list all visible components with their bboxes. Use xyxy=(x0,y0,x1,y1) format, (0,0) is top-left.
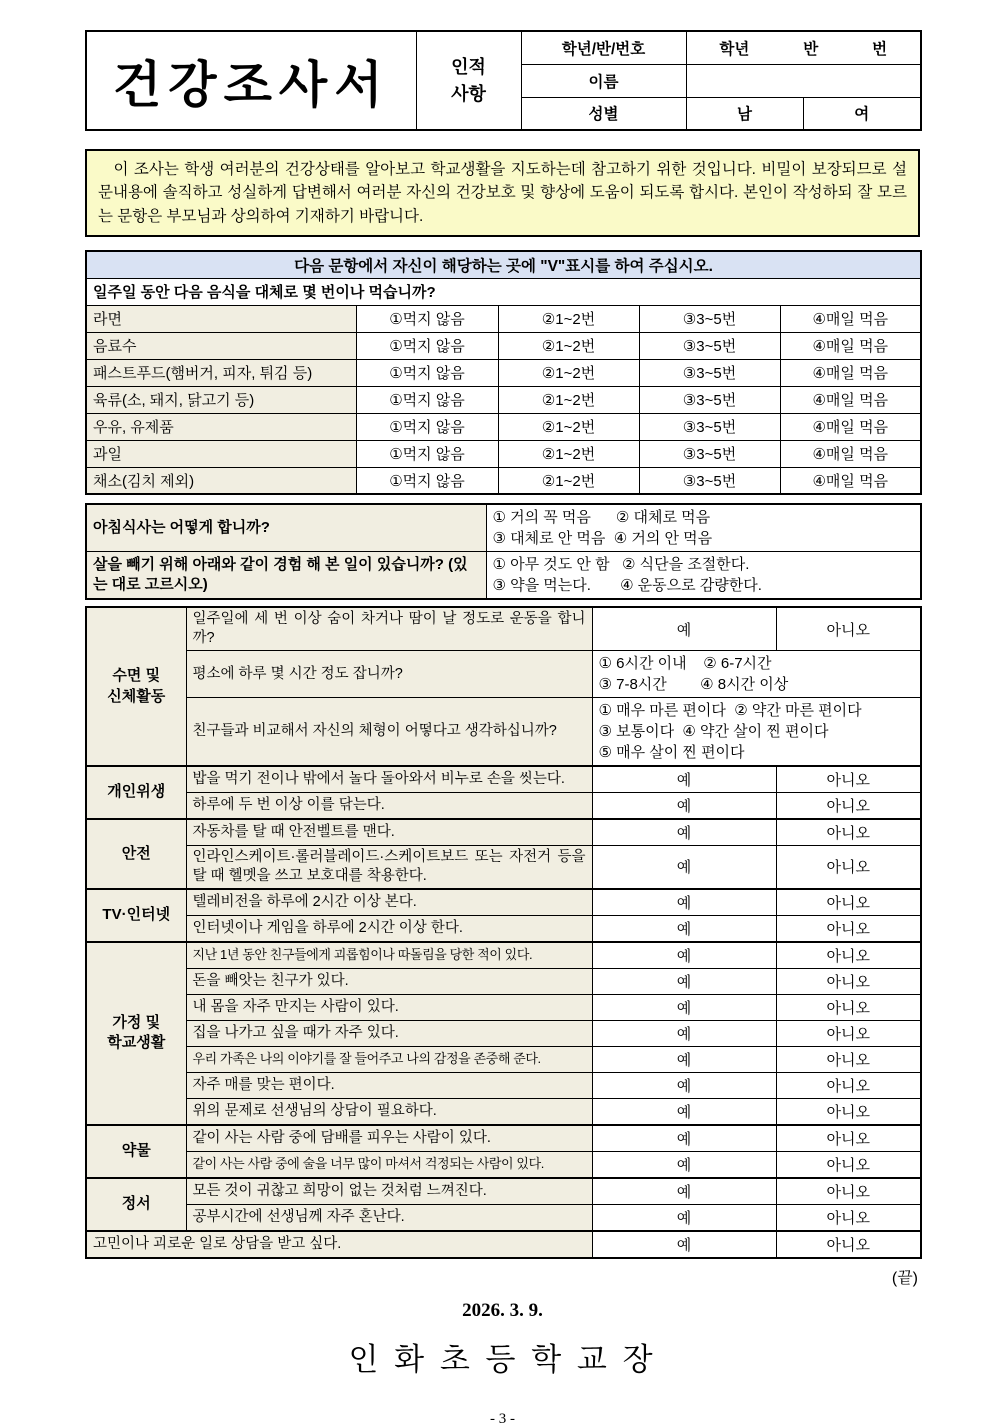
food-option-cell[interactable]: ②1~2번 xyxy=(498,467,639,494)
question-cell: 모든 것이 귀찮고 희망이 없는 것처럼 느껴진다. xyxy=(186,1178,592,1205)
answer-options-cell[interactable]: ① 거의 꼭 먹음 ② 대체로 먹음 ③ 대체로 안 먹음 ④ 거의 안 먹음 xyxy=(486,504,921,552)
question-cell: 집을 나가고 싶을 때가 자주 있다. xyxy=(186,1020,592,1046)
answer-yes-cell[interactable]: 예 xyxy=(592,607,776,650)
food-option-cell[interactable]: ①먹지 않음 xyxy=(356,332,498,359)
food-option-cell[interactable]: ②1~2번 xyxy=(498,440,639,467)
answer-no-cell[interactable]: 아니오 xyxy=(776,1072,921,1098)
food-option-cell[interactable]: ②1~2번 xyxy=(498,332,639,359)
answer-no-cell[interactable]: 아니오 xyxy=(776,1046,921,1072)
survey-row xyxy=(86,994,921,1020)
answer-no-cell[interactable]: 아니오 xyxy=(776,915,921,942)
answer-no-cell[interactable]: 아니오 xyxy=(776,994,921,1020)
survey-row xyxy=(86,1098,921,1125)
survey-row xyxy=(86,697,921,766)
food-row xyxy=(86,386,921,413)
question-cell: 친구들과 비교해서 자신의 체형이 어떻다고 생각하십니까? xyxy=(186,697,592,766)
food-option-cell[interactable]: ②1~2번 xyxy=(498,386,639,413)
survey-row xyxy=(86,1125,921,1152)
answer-yes-cell[interactable]: 예 xyxy=(592,1151,776,1178)
question-cell: 밥을 먹기 전이나 밖에서 놀다 돌아와서 비누로 손을 씻는다. xyxy=(186,766,592,793)
answer-no-cell[interactable]: 아니오 xyxy=(776,1125,921,1152)
category-cell: 수면 및 신체활동 xyxy=(86,607,186,766)
answer-options-cell[interactable]: ① 아무 것도 안 함 ② 식단을 조절한다. ③ 약을 먹는다. ④ 운동으로 감량한다. xyxy=(486,552,921,600)
food-item: 우유, 유제품 xyxy=(86,413,356,440)
food-row xyxy=(86,359,921,386)
habits-row xyxy=(86,504,921,552)
survey-row xyxy=(86,915,921,942)
survey-row xyxy=(86,889,921,916)
answer-no-cell[interactable]: 아니오 xyxy=(776,845,921,888)
question-cell: 자동차를 탈 때 안전벨트를 맨다. xyxy=(186,819,592,846)
food-option-cell[interactable]: ④매일 먹음 xyxy=(780,359,921,386)
survey-row xyxy=(86,792,921,819)
survey-row xyxy=(86,607,921,650)
question-cell: 자주 매를 맞는 편이다. xyxy=(186,1072,592,1098)
answer-yes-cell[interactable]: 예 xyxy=(592,994,776,1020)
breakfast-question: 아침식사는 어떻게 합니까? xyxy=(86,504,486,552)
page-number: - 3 - xyxy=(490,1410,515,1427)
food-item: 음료수 xyxy=(86,332,356,359)
food-option-cell[interactable]: ④매일 먹음 xyxy=(780,332,921,359)
category-cell: 약물 xyxy=(86,1125,186,1178)
food-question-header: 일주일 동안 다음 음식을 대체로 몇 번이나 먹습니까? xyxy=(86,278,921,305)
document-date: 2026. 3. 9. xyxy=(462,1299,543,1321)
food-option-cell[interactable]: ①먹지 않음 xyxy=(356,386,498,413)
answer-yes-cell[interactable]: 예 xyxy=(592,1098,776,1125)
answer-no-cell[interactable]: 아니오 xyxy=(776,942,921,969)
answer-yes-cell[interactable]: 예 xyxy=(592,1020,776,1046)
food-option-cell[interactable]: ③3~5번 xyxy=(639,386,780,413)
notice-box: 이 조사는 학생 여러분의 건강상태를 알아보고 학교생활을 지도하는데 참고하기 위한 것입니다. 비밀이 보장되므로 설문내용에 솔직하고 성실하게 답변해서 여러분 자신의 건강보호 및 향상에 도움이 되도록 합시다. 본인이 작성하되 잘 모르는 문항은 부모님과 상의하여 기재하기 바랍니다. xyxy=(85,149,920,237)
food-option-cell[interactable]: ③3~5번 xyxy=(639,359,780,386)
question-cell: 공부시간에 선생님께 자주 혼난다. xyxy=(186,1204,592,1231)
answer-no-cell[interactable]: 아니오 xyxy=(776,819,921,846)
answer-no-cell[interactable]: 아니오 xyxy=(776,766,921,793)
question-cell: 평소에 하루 몇 시간 정도 잡니까? xyxy=(186,650,592,697)
survey-row xyxy=(86,1178,921,1205)
answer-yes-cell[interactable]: 예 xyxy=(592,1204,776,1231)
gender-female-cell[interactable]: 여 xyxy=(803,97,921,130)
weight-loss-question: 살을 빼기 위해 아래와 같이 경험 해 본 일이 있습니까? (있는 대로 고르시오) xyxy=(86,552,486,600)
food-option-cell[interactable]: ④매일 먹음 xyxy=(780,386,921,413)
food-option-cell[interactable]: ①먹지 않음 xyxy=(356,413,498,440)
answer-yes-cell[interactable]: 예 xyxy=(592,942,776,969)
food-option-cell[interactable]: ③3~5번 xyxy=(639,413,780,440)
answer-no-cell[interactable]: 아니오 xyxy=(776,1098,921,1125)
habits-table xyxy=(85,503,922,600)
end-mark: (끝) xyxy=(891,1269,918,1287)
answer-no-cell[interactable]: 아니오 xyxy=(776,1178,921,1205)
survey-row xyxy=(86,1151,921,1178)
answer-yes-cell[interactable]: 예 xyxy=(592,766,776,793)
answer-no-cell[interactable]: 아니오 xyxy=(776,792,921,819)
food-option-cell[interactable]: ②1~2번 xyxy=(498,359,639,386)
food-row xyxy=(86,440,921,467)
food-option-cell[interactable]: ④매일 먹음 xyxy=(780,305,921,332)
food-option-cell[interactable]: ③3~5번 xyxy=(639,332,780,359)
question-cell: 텔레비전을 하루에 2시간 이상 본다. xyxy=(186,889,592,916)
category-cell: 안전 xyxy=(86,819,186,889)
survey-row xyxy=(86,1231,921,1258)
question-cell: 인터넷이나 게임을 하루에 2시간 이상 한다. xyxy=(186,915,592,942)
survey-table xyxy=(85,606,922,1258)
survey-row xyxy=(86,1046,921,1072)
gender-label: 성별 xyxy=(521,97,686,130)
food-option-cell[interactable]: ④매일 먹음 xyxy=(780,467,921,494)
food-option-cell[interactable]: ③3~5번 xyxy=(639,467,780,494)
survey-row xyxy=(86,968,921,994)
survey-row xyxy=(86,845,921,888)
grade-class-number-field[interactable]: 학년 반 번 xyxy=(686,31,921,64)
food-item: 라면 xyxy=(86,305,356,332)
survey-row xyxy=(86,819,921,846)
food-row xyxy=(86,332,921,359)
habits-row xyxy=(86,552,921,600)
question-cell: 같이 사는 사람 중에 담배를 피우는 사람이 있다. xyxy=(186,1125,592,1152)
food-option-cell[interactable]: ③3~5번 xyxy=(639,440,780,467)
question-cell: 위의 문제로 선생님의 상담이 필요하다. xyxy=(186,1098,592,1125)
category-cell: TV·인터넷 xyxy=(86,889,186,942)
answer-no-cell[interactable]: 아니오 xyxy=(776,1231,921,1258)
answer-yes-cell[interactable]: 예 xyxy=(592,1072,776,1098)
food-frequency-table xyxy=(85,250,922,496)
question-cell: 인라인스케이트·롤러블레이드·스케이트보드 또는 자전거 등을 탈 때 헬멧을 쓰고 보호대를 착용한다. xyxy=(186,845,592,888)
food-item: 채소(김치 제외) xyxy=(86,467,356,494)
answer-yes-cell[interactable]: 예 xyxy=(592,792,776,819)
answer-no-cell[interactable]: 아니오 xyxy=(776,1020,921,1046)
question-cell: 돈을 빼앗는 친구가 있다. xyxy=(186,968,592,994)
food-item: 육류(소, 돼지, 닭고기 등) xyxy=(86,386,356,413)
food-item: 과일 xyxy=(86,440,356,467)
food-option-cell[interactable]: ④매일 먹음 xyxy=(780,413,921,440)
food-row xyxy=(86,467,921,494)
answer-no-cell[interactable]: 아니오 xyxy=(776,1151,921,1178)
answer-yes-cell[interactable]: 예 xyxy=(592,1178,776,1205)
answer-yes-cell[interactable]: 예 xyxy=(592,968,776,994)
final-question-cell: 고민이나 괴로운 일로 상담을 받고 싶다. xyxy=(86,1231,592,1258)
question-cell: 우리 가족은 나의 이야기를 잘 들어주고 나의 감정을 존중해 준다. xyxy=(186,1046,592,1072)
survey-row xyxy=(86,766,921,793)
food-row xyxy=(86,413,921,440)
answer-yes-cell[interactable]: 예 xyxy=(592,889,776,916)
food-option-cell[interactable]: ②1~2번 xyxy=(498,305,639,332)
food-option-cell[interactable]: ①먹지 않음 xyxy=(356,467,498,494)
answer-yes-cell[interactable]: 예 xyxy=(592,845,776,888)
answer-no-cell[interactable]: 아니오 xyxy=(776,968,921,994)
question-cell: 지난 1년 동안 친구들에게 괴롭힘이나 따돌림을 당한 적이 있다. xyxy=(186,942,592,969)
survey-row xyxy=(86,1020,921,1046)
category-cell: 개인위생 xyxy=(86,766,186,819)
answer-yes-cell[interactable]: 예 xyxy=(592,819,776,846)
food-item: 패스트푸드(햄버거, 피자, 튀김 등) xyxy=(86,359,356,386)
survey-row xyxy=(86,650,921,697)
food-option-cell[interactable]: ①먹지 않음 xyxy=(356,359,498,386)
food-option-cell[interactable]: ①먹지 않음 xyxy=(356,305,498,332)
food-option-cell[interactable]: ③3~5번 xyxy=(639,305,780,332)
question-cell: 하루에 두 번 이상 이를 닦는다. xyxy=(186,792,592,819)
survey-row xyxy=(86,1204,921,1231)
answer-yes-cell[interactable]: 예 xyxy=(592,915,776,942)
instruction-bar: 다음 문항에서 자신이 해당하는 곳에 "V"표시를 하여 주십시오. xyxy=(86,251,921,279)
answer-options-cell[interactable]: ① 매우 마른 편이다 ② 약간 마른 편이다 ③ 보통이다 ④ 약간 살이 찐 편이다 ⑤ 매우 살이 찐 편이다 xyxy=(592,697,921,766)
grade-class-number-label: 학년/반/번호 xyxy=(521,31,686,64)
food-option-cell[interactable]: ①먹지 않음 xyxy=(356,440,498,467)
survey-row xyxy=(86,1072,921,1098)
food-row xyxy=(86,305,921,332)
document-page xyxy=(85,0,920,1428)
answer-yes-cell[interactable]: 예 xyxy=(592,1125,776,1152)
gender-male-cell[interactable]: 남 xyxy=(686,97,803,130)
answer-yes-cell[interactable]: 예 xyxy=(592,1046,776,1072)
food-option-cell[interactable]: ④매일 먹음 xyxy=(780,440,921,467)
personal-section-label: 인적 사항 xyxy=(416,31,521,130)
food-option-cell[interactable]: ②1~2번 xyxy=(498,413,639,440)
question-cell: 같이 사는 사람 중에 술을 너무 많이 마셔서 걱정되는 사람이 있다. xyxy=(186,1151,592,1178)
answer-yes-cell[interactable]: 예 xyxy=(592,1231,776,1258)
category-cell: 정서 xyxy=(86,1178,186,1231)
question-cell: 일주일에 세 번 이상 숨이 차거나 땀이 날 정도로 운동을 합니까? xyxy=(186,607,592,650)
question-cell: 내 몸을 자주 만지는 사람이 있다. xyxy=(186,994,592,1020)
name-field[interactable] xyxy=(686,64,921,97)
survey-row xyxy=(86,942,921,969)
principal-signature: 인 화 초 등 학 교 장 xyxy=(348,1341,657,1377)
answer-options-cell[interactable]: ① 6시간 이내 ② 6-7시간 ③ 7-8시간 ④ 8시간 이상 xyxy=(592,650,921,697)
answer-no-cell[interactable]: 아니오 xyxy=(776,1204,921,1231)
form-title: 건강조사서 xyxy=(86,31,416,130)
category-cell: 가정 및 학교생활 xyxy=(86,942,186,1125)
answer-no-cell[interactable]: 아니오 xyxy=(776,607,921,650)
personal-info-table xyxy=(85,30,922,131)
name-label: 이름 xyxy=(521,64,686,97)
answer-no-cell[interactable]: 아니오 xyxy=(776,889,921,916)
